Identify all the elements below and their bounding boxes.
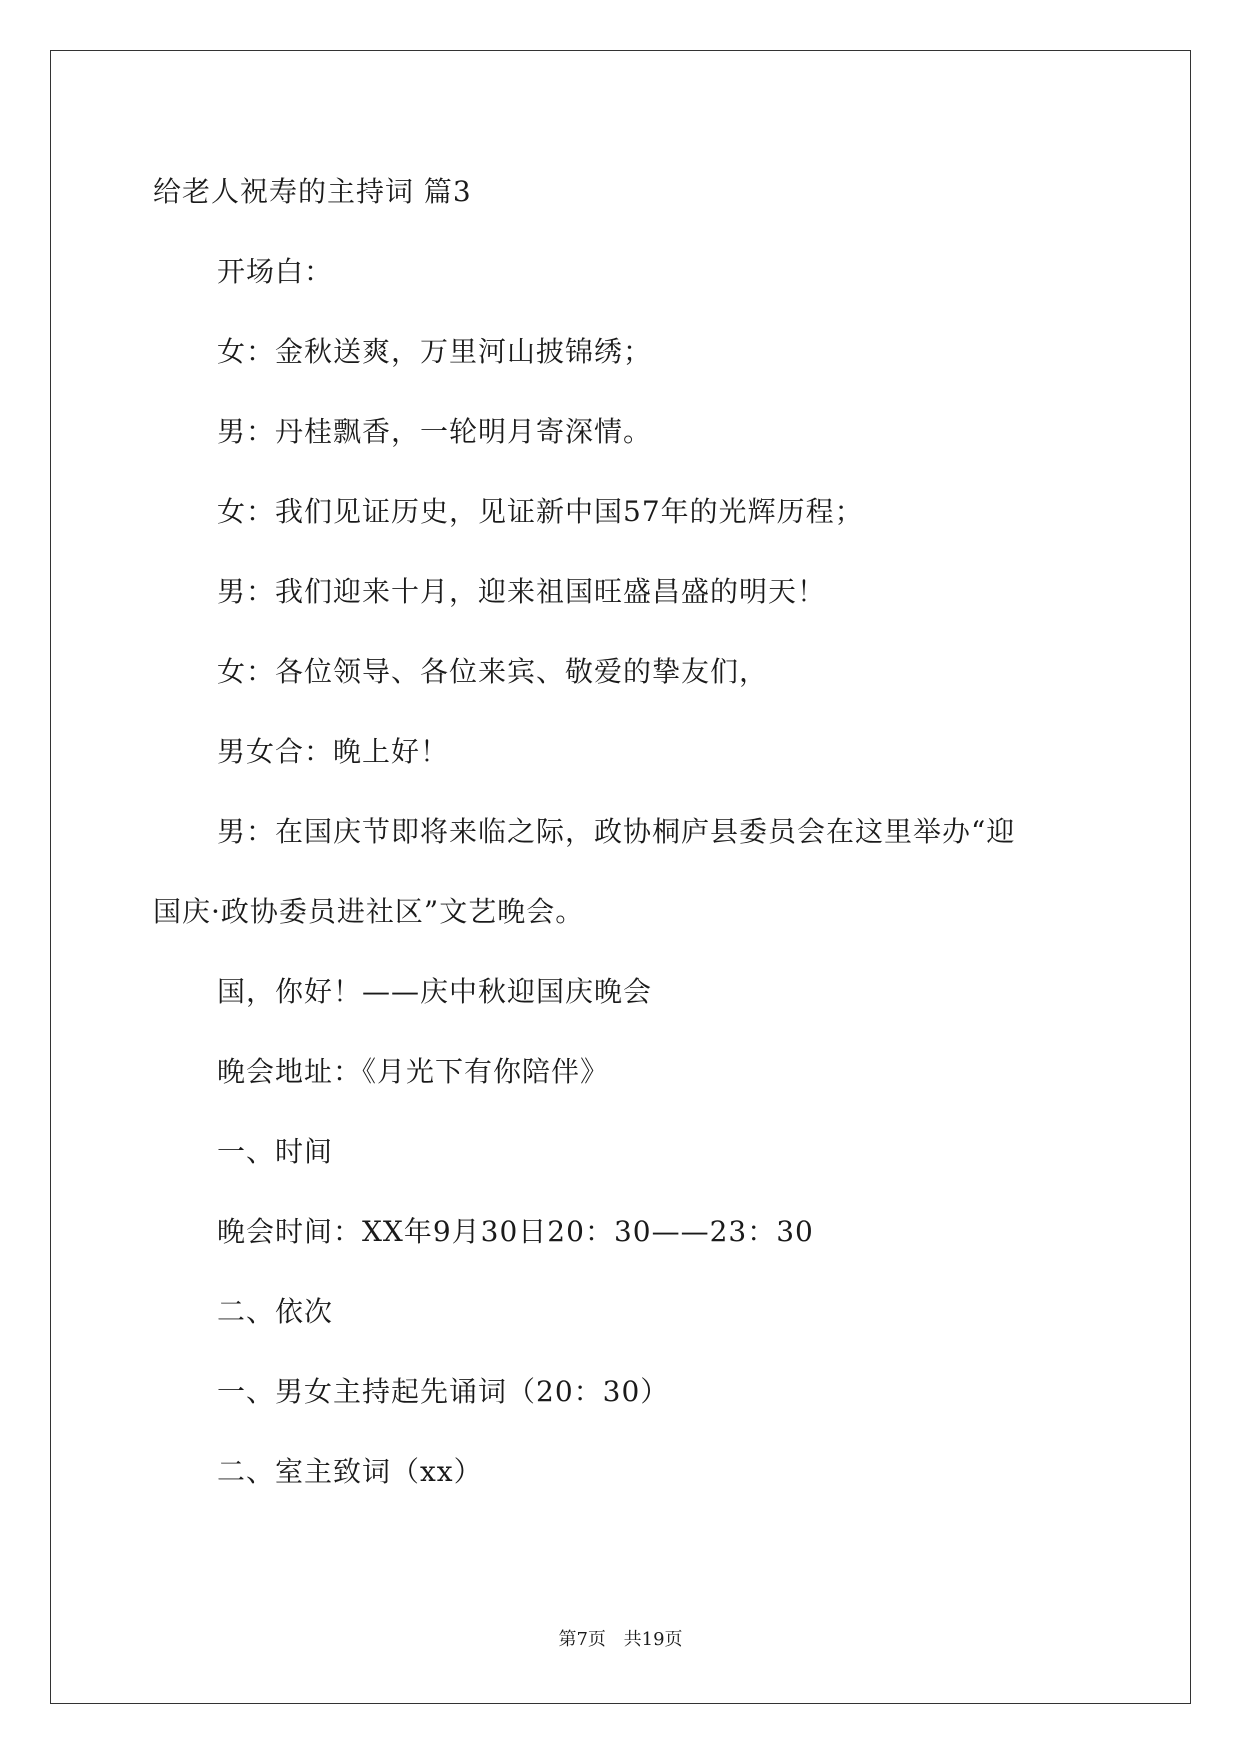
paragraph: 晚会地址：《月光下有你陪伴》 [217,1055,610,1088]
section-heading: 二、依次 [217,1295,334,1328]
paragraph: 国，你好！——庆中秋迎国庆晚会 [217,975,653,1008]
document-title: 给老人祝寿的主持词 篇3 [153,175,472,208]
paragraph-continuation: 国庆·政协委员进社区”文艺晚会。 [153,895,585,928]
page-number-current: 第7页 [558,1629,606,1650]
section-heading: 一、时间 [217,1135,334,1168]
paragraph: 男女合：晚上好！ [217,735,450,768]
paragraph: 女：金秋送爽，万里河山披锦绣； [217,335,653,368]
paragraph: 开场白： [217,255,334,288]
list-item: 一、男女主持起先诵词（20：30） [217,1375,670,1408]
paragraph: 女：各位领导、各位来宾、敬爱的挚友们， [217,655,769,688]
paragraph: 晚会时间：XX年9月30日20：30——23：30 [217,1215,814,1248]
paragraph: 男：在国庆节即将来临之际，政协桐庐县委员会在这里举办“迎 [217,815,1016,848]
list-item: 二、室主致词（xx） [217,1455,483,1488]
page-footer [0,1628,1241,1652]
paragraph: 男：我们迎来十月，迎来祖国旺盛昌盛的明天！ [217,575,827,608]
paragraph: 男：丹桂飘香，一轮明月寄深情。 [217,415,653,448]
page-number-total: 共19页 [623,1629,683,1650]
paragraph: 女：我们见证历史，见证新中国57年的光辉历程； [217,495,864,528]
